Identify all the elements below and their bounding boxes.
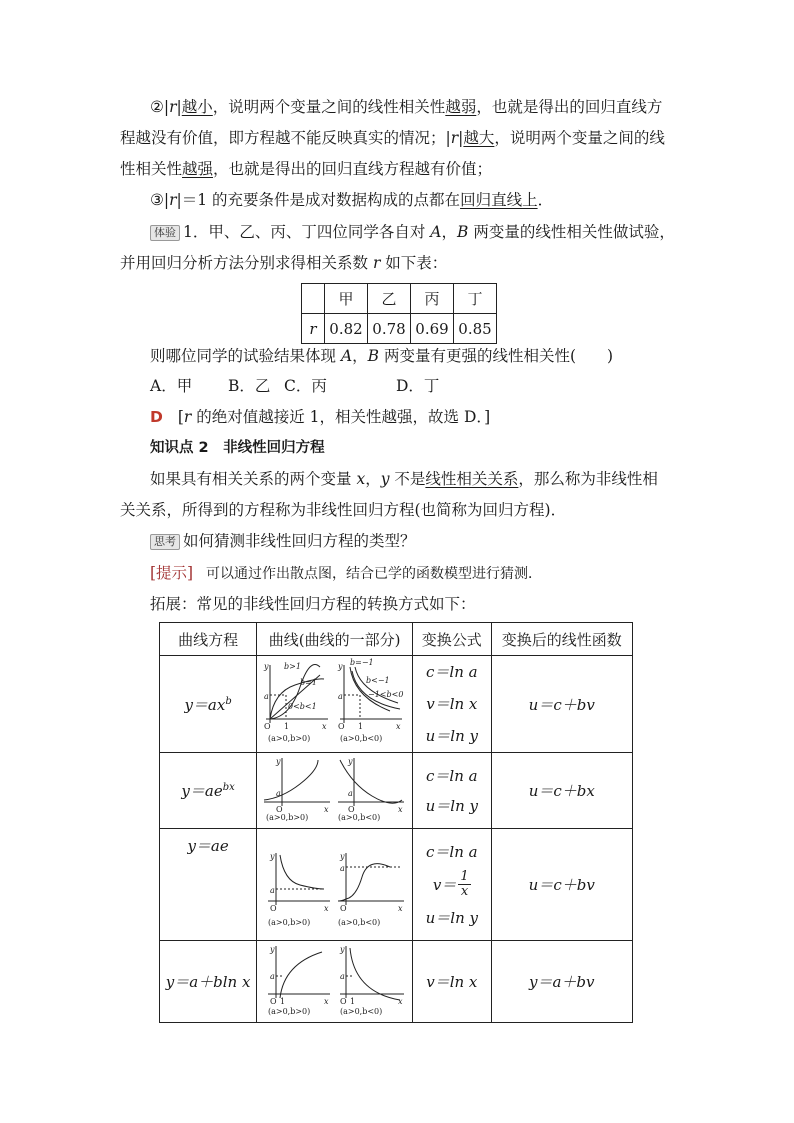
svg-text:x: x	[323, 804, 329, 814]
svg-text:a: a	[269, 971, 275, 981]
log-curve-figure	[260, 942, 410, 1018]
svg-text:O: O	[269, 903, 277, 913]
kp2-line: 如果具有相关关系的两个变量 x，y 不是线性相关关系，那么称为非线性相	[150, 470, 658, 488]
caption-right: (a>0,b<0)	[337, 812, 380, 822]
para-line: ②|r|越小，说明两个变量之间的线性相关性越弱，也就是得出的回归直线方	[150, 98, 663, 116]
svg-text:x: x	[323, 996, 329, 1006]
svg-text:1: 1	[283, 722, 289, 731]
svg-text:a: a	[269, 885, 275, 895]
svg-text:a: a	[339, 863, 345, 873]
svg-text:1: 1	[279, 996, 285, 1006]
experience-line: 并用回归分析方法分别求得相关系数 r 如下表：	[120, 254, 448, 272]
table-cell: 0.78	[368, 314, 411, 344]
para-line: 程越没有价值，即方程越不能反映真实的情况；|r|越大，说明两个变量之间的线	[120, 129, 665, 147]
svg-text:O: O	[339, 996, 347, 1006]
table-cell: 甲	[325, 284, 368, 314]
svg-text:a: a	[339, 971, 345, 981]
svg-text:O: O	[339, 903, 347, 913]
transform-cell: v＝ln x	[413, 941, 491, 1023]
para-line: 性相关性越强，也就是得出的回归直线方程越有价值；	[120, 160, 493, 178]
svg-text:x: x	[395, 722, 401, 731]
linear-function: u＝c＋bx	[491, 753, 633, 829]
table-header: 变换后的线性函数	[491, 623, 633, 656]
curve-figure	[257, 941, 413, 1023]
svg-text:y: y	[339, 851, 345, 861]
svg-text:y: y	[339, 944, 345, 954]
svg-text:y: y	[269, 944, 275, 954]
svg-text:y: y	[263, 662, 269, 671]
svg-text:O: O	[269, 996, 277, 1006]
option-c: C．丙	[284, 377, 327, 395]
table-row	[302, 314, 497, 344]
svg-text:O: O	[275, 804, 283, 814]
linear-function: y＝a＋bv	[491, 941, 633, 1023]
caption-left: (a>0,b>0)	[267, 1006, 310, 1016]
nonlinear-table	[159, 622, 633, 1023]
svg-text:1: 1	[349, 996, 355, 1006]
transform-cell: c＝ln a v＝ 1 x u＝ln y	[413, 829, 491, 941]
table-cell: 0.69	[411, 314, 454, 344]
table-cell	[302, 284, 325, 314]
hint-label: [提示]	[150, 564, 194, 582]
answer-letter: D	[150, 408, 163, 426]
think-line: 思考 如何猜测非线性回归方程的类型？	[150, 531, 416, 551]
label-b-neg1: b=−1	[349, 658, 374, 667]
experience-line: 体验 1．甲、乙、丙、丁四位同学各自对 A，B 两变量的线性相关性做试验，	[150, 222, 675, 242]
exp-reciprocal-figure	[260, 837, 410, 929]
table-header: 曲线(曲线的一部分)	[257, 623, 413, 656]
expand-line: 拓展：常见的非线性回归方程的转换方式如下：	[150, 595, 476, 613]
transform-cell: c＝ln a u＝ln y	[413, 753, 491, 829]
hint-line: [提示] 可以通过作出散点图，结合已学的函数模型进行猜测．	[150, 564, 543, 582]
table-cell: r	[302, 314, 325, 344]
table-cell: 丙	[411, 284, 454, 314]
table-row	[160, 753, 633, 829]
caption-left: (a>0,b>0)	[267, 734, 310, 743]
question-line: 则哪位同学的试验结果体现 A，B 两变量有更强的线性相关性( )	[150, 347, 614, 365]
svg-text:x: x	[321, 722, 327, 731]
svg-text:a: a	[337, 692, 343, 701]
table-row	[160, 941, 633, 1023]
table-row	[160, 623, 633, 656]
label-b-0-1: 0<b<1	[287, 702, 317, 711]
svg-text:x: x	[397, 903, 403, 913]
caption-right: (a>0,b<0)	[337, 917, 380, 927]
label-b-gt-1: b>1	[283, 662, 301, 671]
svg-text:1: 1	[357, 722, 363, 731]
svg-text:x: x	[397, 996, 403, 1006]
curve-equation: $y=ae^{bx}$	[160, 753, 257, 829]
table-row	[302, 284, 497, 314]
svg-text:x: x	[397, 804, 403, 814]
option-a: A．甲	[150, 377, 193, 395]
caption-right: (a>0,b<0)	[339, 1006, 382, 1016]
experience-tag: 体验	[150, 225, 180, 241]
svg-text:a: a	[275, 788, 281, 798]
curve-equation: y＝a＋bln x	[160, 941, 257, 1023]
caption-left: (a>0,b>0)	[267, 917, 310, 927]
table-cell: 乙	[368, 284, 411, 314]
table-header: 曲线方程	[160, 623, 257, 656]
curve-figure	[257, 753, 413, 829]
svg-text:y: y	[337, 662, 343, 671]
curve-equation: y＝ae	[160, 829, 257, 941]
label-b-neg1-0: −1<b<0	[367, 690, 404, 699]
svg-text:a: a	[263, 692, 269, 701]
svg-text:O: O	[337, 722, 345, 731]
para-line: ③|r|＝1 的充要条件是成对数据构成的点都在回归直线上．	[150, 191, 554, 209]
kp2-line: 关关系，所得到的方程称为非线性回归方程(也简称为回归方程)．	[120, 501, 567, 519]
answer-line: D [r 的绝对值越接近 1，相关性越强，故选 D．]	[150, 408, 491, 426]
table-cell: 0.82	[325, 314, 368, 344]
option-b: B．乙	[228, 377, 271, 395]
svg-text:y: y	[269, 851, 275, 861]
table-cell: 丁	[454, 284, 497, 314]
section-title: 知识点 2 非线性回归方程	[150, 440, 325, 456]
table-row	[160, 829, 633, 941]
correlation-table	[301, 283, 497, 344]
table-header: 变换公式	[413, 623, 491, 656]
caption-right: (a>0,b<0)	[339, 734, 382, 743]
curve-equation: $y=ax^b$	[160, 656, 257, 753]
svg-text:O: O	[263, 722, 271, 731]
svg-text:y: y	[275, 756, 281, 766]
linear-function: u＝c＋bv	[491, 829, 633, 941]
curve-figure	[257, 656, 413, 753]
option-d: D．丁	[396, 377, 440, 395]
transform-cell: c＝ln a v＝ln x u＝ln y	[413, 656, 491, 753]
table-row	[160, 656, 633, 753]
linear-function: u＝c＋bv	[491, 656, 633, 753]
caption-left: (a>0,b>0)	[265, 812, 308, 822]
exp-curve-figure	[260, 754, 410, 824]
svg-text:O: O	[347, 804, 355, 814]
svg-text:x: x	[323, 903, 329, 913]
think-tag: 思考	[150, 534, 180, 550]
svg-text:a: a	[347, 788, 353, 798]
svg-text:y: y	[347, 756, 353, 766]
label-b-lt-neg1: b<−1	[365, 676, 390, 685]
curve-figure	[257, 829, 413, 941]
power-curve-figure	[260, 657, 410, 747]
label-b-eq-1: b=1	[299, 678, 317, 687]
table-cell: 0.85	[454, 314, 497, 344]
